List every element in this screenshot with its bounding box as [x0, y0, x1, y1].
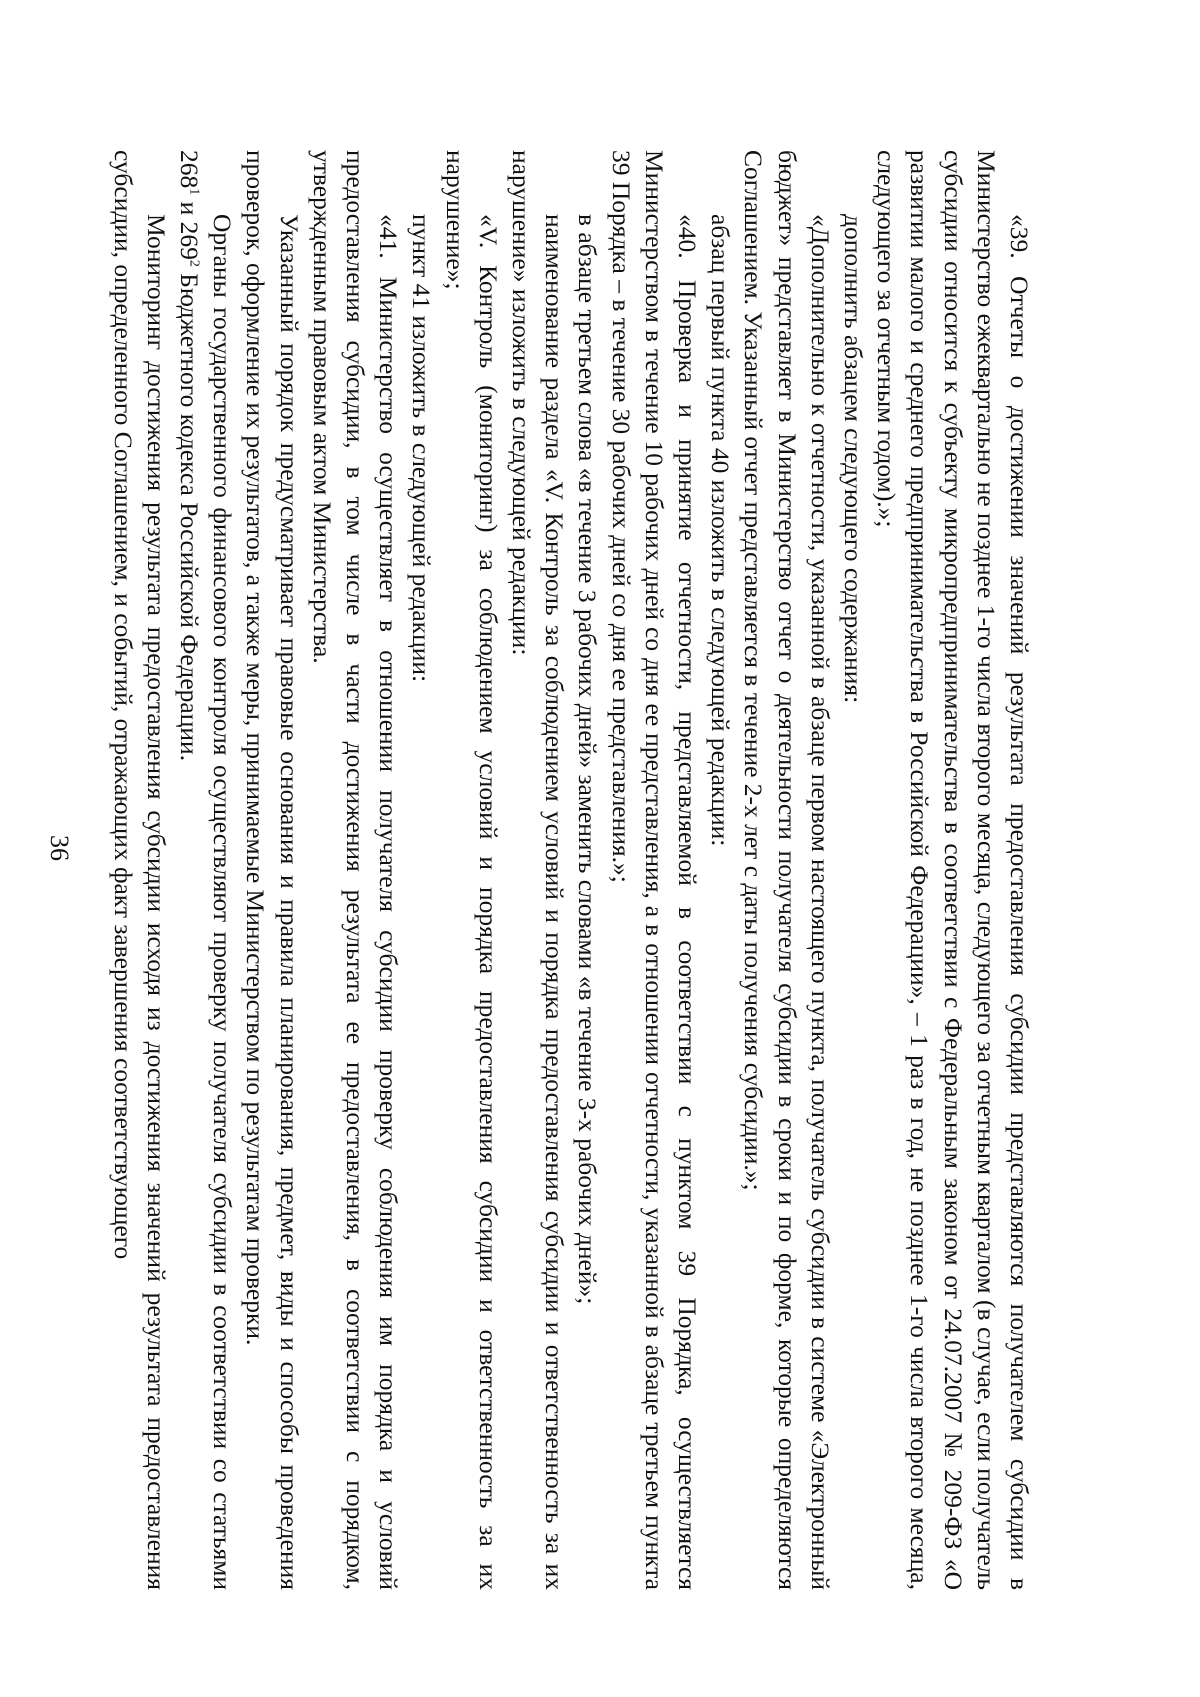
paragraph-39: «39. Отчеты о достижении значений результата предоставления субсидии представляются получателем субсидии в Министерство ежеквартально не позднее 1-го числа второго месяца, следующего за отчетным кварталом (в случае, если получатель субсидии относится к субъекту микропредпринимательства в соответствии с Федеральным законом от 24.07.2007 № 209-ФЗ «О развитии малого и среднего предпринимательства в Российской Федерации», – 1 раз в год, не позднее 1-го числа второго месяца, следующего за отчетным годом).»; — [872, 150, 1034, 1590]
financial-control-text-start: Органы государственного финансового контроля осуществляют проверку получателя субсидии в соответствии со статьями 268 — [174, 150, 238, 1590]
financial-control-text-end: Бюджетного кодекса Российской Федерации. — [174, 266, 204, 762]
financial-control-text-middle: и 269 — [174, 195, 204, 260]
paragraph-section-v: «V. Контроль (мониторинг) за соблюдением условий и порядка предоставления субсидии и ответственность за их нарушение»; — [440, 150, 503, 1590]
paragraph-monitoring: Мониторинг достижения результата предоставления субсидии исходя из достижения значений результата предоставления субсидии, определенного Соглашением, и событий, отражающих факт завершения соответствующего — [108, 150, 171, 1590]
article-269-superscript: 2 — [186, 259, 202, 267]
document-body — [106, 150, 1036, 1590]
paragraph-40: «40. Проверка и принятие отчетности, представляемой в соответствии с пунктом 39 Порядка, осуществляется Министерством в течение 10 рабочих дней со дня ее представления, а в отношении отчетности, указанной в абзаце третьем пункта 39 Порядка – в течение 30 рабочих дней со дня ее представления.»; — [606, 150, 702, 1590]
paragraph-41: «41. Министерство осуществляет в отношении получателя субсидии проверку соблюдения им порядка и условий предоставления субсидии, в том числе в части достижения результата ее предоставления, в соответствии с порядком, утвержденным правовым актом Министерства. — [307, 150, 404, 1590]
paragraph-third-abzac: в абзаце третьем слова «в течение 3 рабочих дней» заменить словами «в течение 3-х рабочих дней»; — [573, 214, 603, 1305]
paragraph-abzac-40: абзац первый пункта 40 изложить в следующей редакции: — [706, 214, 736, 847]
page-number: 36 — [45, 835, 74, 861]
article-268-superscript: 1 — [186, 188, 202, 196]
paragraph-procedure: Указанный порядок предусматривает правовые основания и правила планирования, предмет, виды и способы проведения проверок, оформление их результатов, а также меры, принимаемые Министерством по результатам проверки. — [241, 150, 304, 1590]
paragraph-point-41-intro: пункт 41 изложить в следующей редакции: — [407, 214, 437, 683]
paragraph-additional-report: «Дополнительно к отчетности, указанной в абзаце первом настоящего пункта, получатель субсидии в системе «Электронный бюджет» представляет в Министерство отчет о деятельности получателя субсидии в сроки и по форме, которые определяются Соглашением. Указанный отчет представляется в течение 2-х лет с даты получения субсидии.»; — [739, 150, 835, 1590]
paragraph-financial-control — [173, 150, 239, 1590]
paragraph-add-abzac: дополнить абзацем следующего содержания: — [838, 214, 868, 704]
paragraph-section-title-change: наименование раздела «V. Контроль за соблюдением условий и порядка предоставления субсидии и ответственность за их нарушение» изложить в следующей редакции: — [506, 150, 570, 1590]
